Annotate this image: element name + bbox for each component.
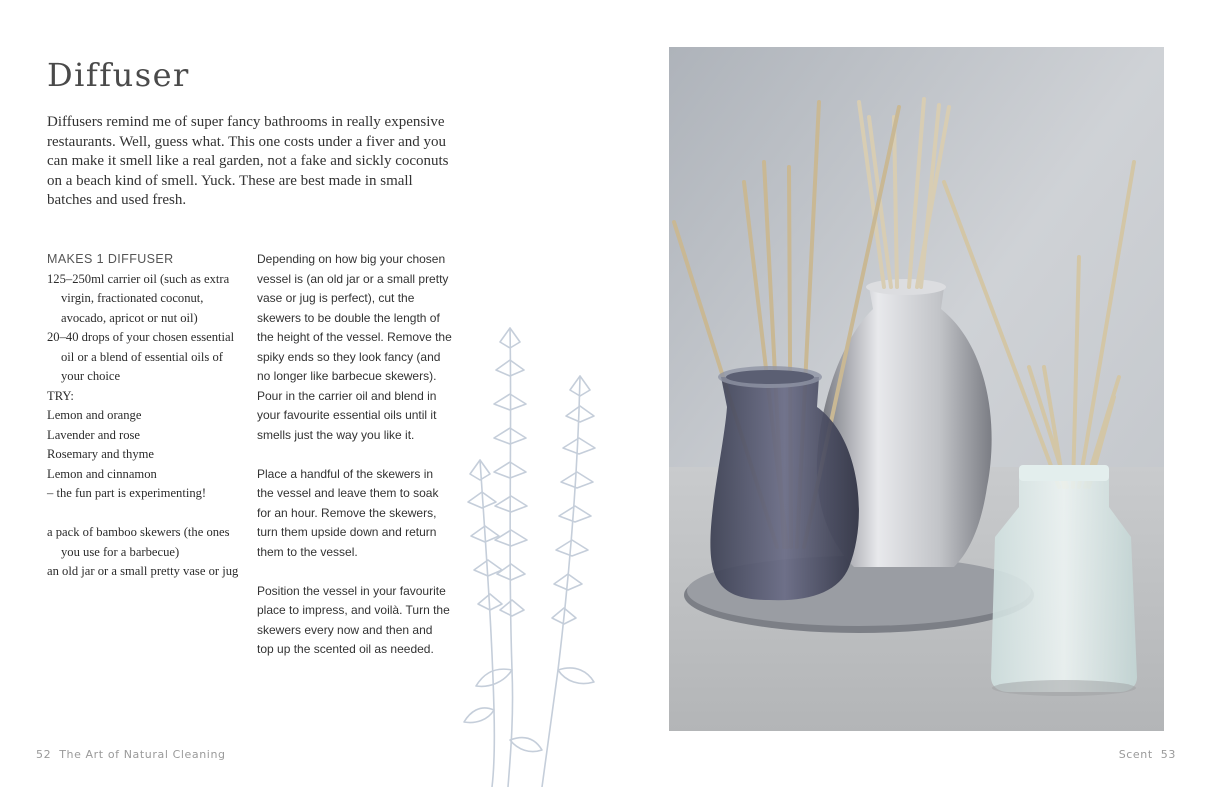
try-item: – the fun part is experimenting! <box>47 486 207 500</box>
ingredients-list <box>47 250 247 582</box>
ingredient-item: 125–250ml carrier oil (such as extra virgin, fractionated coconut, avocado, apricot or nut oil) <box>47 271 230 325</box>
try-item: Lemon and cinnamon <box>47 466 157 481</box>
equipment-item: an old jar or a small pretty vase or jug <box>47 564 239 578</box>
equipment-item: a pack of bamboo skewers (the ones you use for a barbecue) <box>47 525 230 559</box>
book-title: The Art of Natural Cleaning <box>59 748 226 761</box>
try-label: TRY: <box>47 388 74 403</box>
page-number-right: 53 <box>1160 748 1176 761</box>
method-paragraph: Place a handful of the skewers in the vessel and leave them to soak for an hour. Remove the skewers, turn them upside down and return them to the vessel. <box>257 466 439 559</box>
makes-label: MAKES 1 DIFFUSER <box>47 252 174 266</box>
diffuser-photo <box>669 47 1164 731</box>
folio-right <box>1119 748 1184 761</box>
method-text <box>257 250 452 679</box>
list-spacer <box>47 504 247 524</box>
ingredient-item: 20–40 drops of your chosen essential oil or a blend of essential oils of your choice <box>47 330 235 383</box>
method-paragraph: Depending on how big your chosen vessel is (an old jar or a small pretty vase or jug is perfect), cut the skewers to be double the length of the height of the vessel. Remove the spiky ends so they look fancy (and no longer like barbecue skewers). Pour in the carrier oil and blend in your favourite essential oils until it smells just the way you like it. <box>257 252 452 442</box>
lavender-illustration <box>450 310 625 787</box>
page-title: Diffuser <box>47 56 190 94</box>
try-item: Lemon and orange <box>47 408 142 422</box>
folio-left <box>28 748 226 761</box>
section-title: Scent <box>1118 748 1153 761</box>
page-number-left: 52 <box>36 748 52 761</box>
method-paragraph: Position the vessel in your favourite place to impress, and voilà. Turn the skewers every now and then and top up the scented oil as needed. <box>257 583 450 656</box>
try-item: Rosemary and thyme <box>47 447 155 461</box>
try-item: Lavender and rose <box>47 427 141 442</box>
intro-paragraph: Diffusers remind me of super fancy bathrooms in really expensive restaurants. Well, guess what. This one costs under a fiver and you can make it smell like a real garden, not a fake and sickly coconuts on a beach kind of smell. Yuck. These are best made in small batches and used fresh. <box>47 114 449 208</box>
